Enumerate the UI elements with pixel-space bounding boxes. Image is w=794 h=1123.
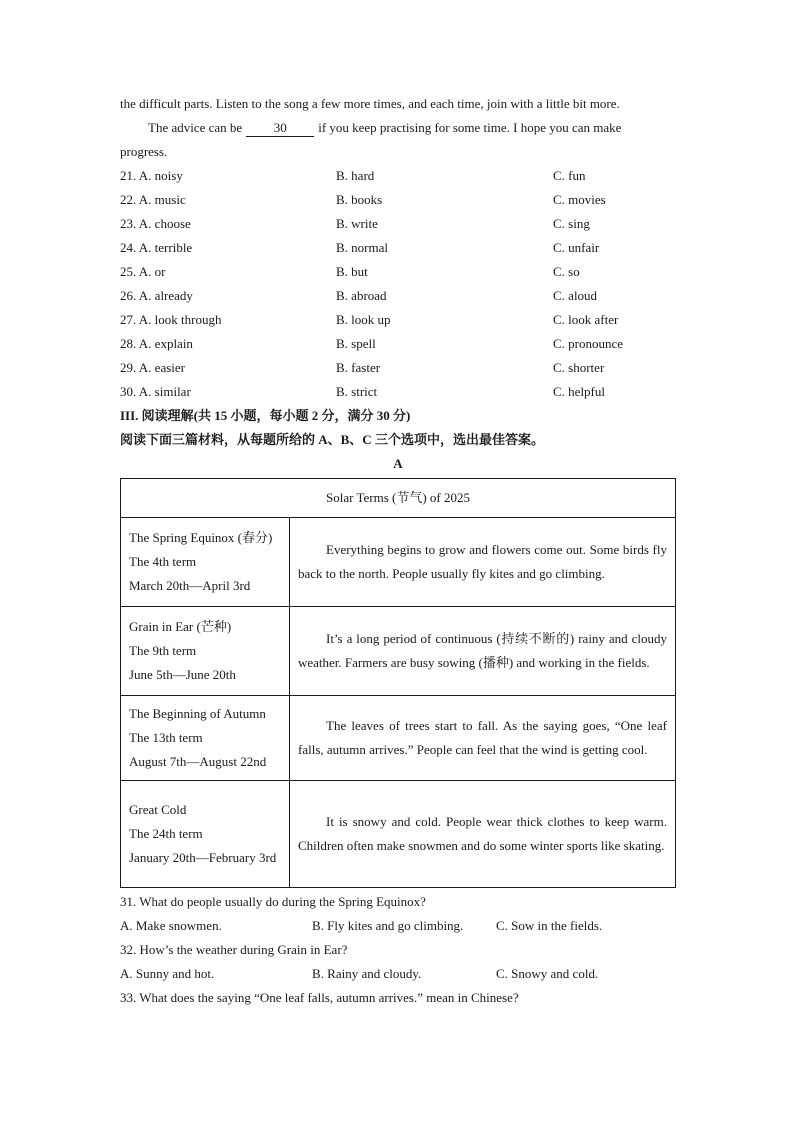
- option-c[interactable]: C. movies: [553, 192, 606, 207]
- option-c[interactable]: C. sing: [553, 216, 590, 231]
- term-description: The leaves of trees start to fall. As the saying goes, “One leaf falls, autumn arrives.” People can feel that the wind is getting cool.: [298, 718, 667, 757]
- term-info-cell: [121, 607, 290, 696]
- term-number: The 24th term: [129, 826, 203, 841]
- option-b[interactable]: B. normal: [336, 240, 388, 255]
- option-c[interactable]: C. shorter: [553, 360, 605, 375]
- blank-30[interactable]: 30: [246, 120, 314, 137]
- option-a[interactable]: 26. A. already: [120, 288, 193, 303]
- options-list: [120, 164, 676, 404]
- option-row-26: [120, 284, 676, 308]
- answer-a[interactable]: A. Make snowmen.: [120, 918, 222, 933]
- questions-list: [120, 890, 676, 1010]
- term-dates: August 7th—August 22nd: [129, 754, 267, 769]
- section-instruction: 阅读下面三篇材料，从每题所给的 A、B、C 三个选项中，选出最佳答案。: [120, 432, 544, 447]
- answer-c[interactable]: C. Sow in the fields.: [496, 918, 603, 933]
- option-b[interactable]: B. write: [336, 216, 378, 231]
- question-33: 33. What does the saying “One leaf falls, autumn arrives.” mean in Chinese?: [120, 990, 519, 1005]
- term-description: It’s a long period of continuous (持续不断的) rainy and cloudy weather. Farmers are busy sowing (播种) and working in the fields.: [298, 631, 667, 670]
- option-c[interactable]: C. unfair: [553, 240, 600, 255]
- term-dates: March 20th—April 3rd: [129, 578, 251, 593]
- term-description-cell: [290, 781, 676, 888]
- option-a[interactable]: 28. A. explain: [120, 336, 193, 351]
- option-row-22: [120, 188, 676, 212]
- answer-c[interactable]: C. Snowy and cold.: [496, 966, 599, 981]
- passage-text-line: the difficult parts. Listen to the song a few more times, and each time, join with a little bit more.: [120, 96, 620, 111]
- section-heading: III. 阅读理解(共 15 小题，每小题 2 分，满分 30 分): [120, 408, 411, 423]
- option-b[interactable]: B. faster: [336, 360, 381, 375]
- option-row-28: [120, 332, 676, 356]
- passage-text-line: progress.: [120, 144, 168, 159]
- option-row-24: [120, 236, 676, 260]
- option-row-29: [120, 356, 676, 380]
- option-a[interactable]: 29. A. easier: [120, 360, 185, 375]
- passage-text-line: The advice can be 30 if you keep practising for some time. I hope you can make: [148, 120, 622, 135]
- table-title: Solar Terms (节气) of 2025: [121, 479, 676, 518]
- option-a[interactable]: 27. A. look through: [120, 312, 222, 327]
- term-name: Grain in Ear (芒种): [129, 619, 232, 634]
- term-name: The Beginning of Autumn: [129, 706, 266, 721]
- option-row-25: [120, 260, 676, 284]
- option-c[interactable]: C. so: [553, 264, 580, 279]
- table-row: [121, 696, 676, 781]
- answer-b[interactable]: B. Fly kites and go climbing.: [312, 918, 464, 933]
- option-a[interactable]: 24. A. terrible: [120, 240, 193, 255]
- question-32: 32. How’s the weather during Grain in Ear?: [120, 942, 348, 957]
- term-number: The 13th term: [129, 730, 203, 745]
- option-c[interactable]: C. look after: [553, 312, 619, 327]
- question-31: 31. What do people usually do during the Spring Equinox?: [120, 894, 426, 909]
- term-info-cell: [121, 781, 290, 888]
- term-description-cell: [290, 696, 676, 781]
- option-b[interactable]: B. spell: [336, 336, 376, 351]
- option-c[interactable]: C. fun: [553, 168, 586, 183]
- passage-label: A: [393, 456, 403, 471]
- answer-a[interactable]: A. Sunny and hot.: [120, 966, 215, 981]
- answer-options: [120, 914, 676, 938]
- term-dates: January 20th—February 3rd: [129, 850, 277, 865]
- option-b[interactable]: B. abroad: [336, 288, 387, 303]
- term-number: The 4th term: [129, 554, 197, 569]
- term-info-cell: [121, 518, 290, 607]
- term-number: The 9th term: [129, 643, 197, 658]
- option-b[interactable]: B. books: [336, 192, 383, 207]
- option-a[interactable]: 25. A. or: [120, 264, 166, 279]
- solar-terms-table: [120, 478, 676, 888]
- option-row-23: [120, 212, 676, 236]
- option-b[interactable]: B. but: [336, 264, 368, 279]
- term-info-cell: [121, 696, 290, 781]
- term-description: It is snowy and cold. People wear thick clothes to keep warm. Children often make snowmen and do some winter sports like skating.: [298, 814, 667, 853]
- answer-options: [120, 962, 676, 986]
- table-row: [121, 781, 676, 888]
- option-a[interactable]: 21. A. noisy: [120, 168, 183, 183]
- table-row: [121, 607, 676, 696]
- option-b[interactable]: B. look up: [336, 312, 391, 327]
- option-a[interactable]: 22. A. music: [120, 192, 186, 207]
- term-dates: June 5th—June 20th: [129, 667, 236, 682]
- option-c[interactable]: C. aloud: [553, 288, 598, 303]
- term-name: Great Cold: [129, 802, 187, 817]
- option-row-21: [120, 164, 676, 188]
- option-a[interactable]: 23. A. choose: [120, 216, 191, 231]
- term-description: Everything begins to grow and flowers come out. Some birds fly back to the north. People usually fly kites and go climbing.: [298, 542, 667, 581]
- table-row: [121, 518, 676, 607]
- option-c[interactable]: C. helpful: [553, 384, 605, 399]
- exam-page: [120, 92, 676, 1010]
- answer-b[interactable]: B. Rainy and cloudy.: [312, 966, 422, 981]
- option-row-30: [120, 380, 676, 404]
- term-name: The Spring Equinox (春分): [129, 530, 273, 545]
- option-a[interactable]: 30. A. similar: [120, 384, 191, 399]
- term-description-cell: [290, 607, 676, 696]
- option-row-27: [120, 308, 676, 332]
- term-description-cell: [290, 518, 676, 607]
- option-b[interactable]: B. hard: [336, 168, 375, 183]
- option-b[interactable]: B. strict: [336, 384, 378, 399]
- option-c[interactable]: C. pronounce: [553, 336, 624, 351]
